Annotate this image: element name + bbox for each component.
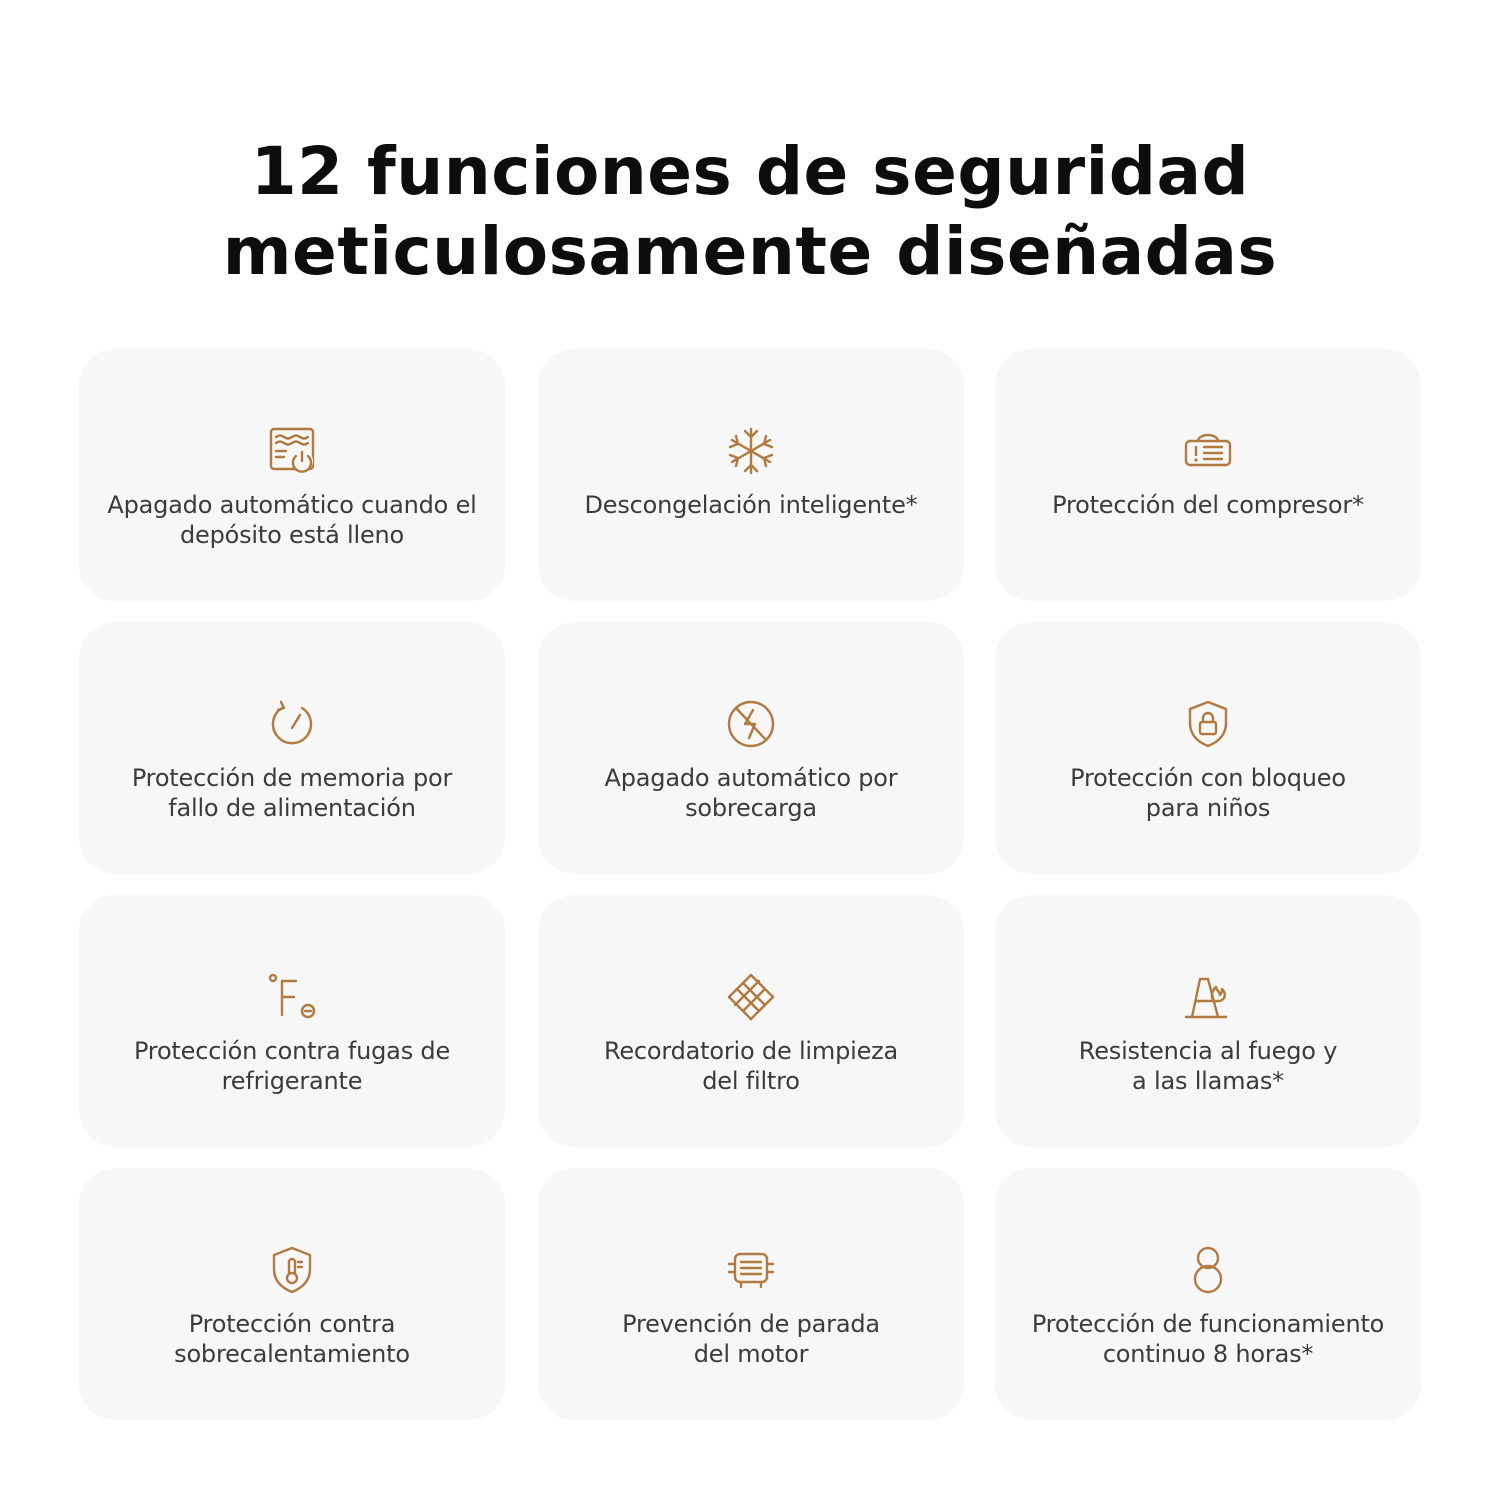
refrigerant-icon bbox=[266, 971, 318, 1023]
eight-hours-icon bbox=[1182, 1244, 1234, 1296]
feature-label: Apagado automático por sobrecarga bbox=[604, 764, 898, 822]
overload-icon bbox=[725, 698, 777, 750]
feature-label: Protección contra fugas de refrigerante bbox=[133, 1037, 451, 1095]
feature-card-filter bbox=[538, 895, 964, 1147]
feature-label: Resistencia al fuego y a las llamas* bbox=[1078, 1037, 1338, 1095]
feature-card-child-lock bbox=[995, 622, 1421, 874]
flame-resistance-icon bbox=[1182, 971, 1234, 1023]
feature-card-motor bbox=[538, 1168, 964, 1420]
feature-label: Protección del compresor* bbox=[1052, 491, 1364, 519]
feature-card-8-hours bbox=[995, 1168, 1421, 1420]
feature-label: Protección de funcionamiento continuo 8 horas* bbox=[1031, 1310, 1385, 1368]
power-memory-icon bbox=[266, 698, 318, 750]
feature-card-overheat bbox=[79, 1168, 505, 1420]
feature-card-overload bbox=[538, 622, 964, 874]
feature-card-tank-full bbox=[79, 349, 505, 601]
filter-grid-icon bbox=[725, 971, 777, 1023]
tank-full-power-icon bbox=[266, 425, 318, 477]
title-line-1: 12 funciones de seguridad bbox=[250, 133, 1250, 210]
feature-card-defrost bbox=[538, 349, 964, 601]
feature-label: Recordatorio de limpieza del filtro bbox=[603, 1037, 899, 1095]
compressor-alert-icon bbox=[1182, 425, 1234, 477]
feature-card-refrigerant bbox=[79, 895, 505, 1147]
feature-card-compressor bbox=[995, 349, 1421, 601]
shield-lock-icon bbox=[1182, 698, 1234, 750]
snowflake-icon bbox=[725, 425, 777, 477]
feature-label: Descongelación inteligente* bbox=[584, 491, 918, 519]
motor-icon bbox=[725, 1244, 777, 1296]
feature-card-fire bbox=[995, 895, 1421, 1147]
feature-card-power-memory bbox=[79, 622, 505, 874]
page-title bbox=[0, 132, 1500, 292]
shield-thermometer-icon bbox=[266, 1244, 318, 1296]
feature-label: Prevención de parada del motor bbox=[622, 1310, 880, 1368]
feature-label: Apagado automático cuando el depósito está lleno bbox=[107, 491, 477, 549]
feature-label: Protección contra sobrecalentamiento bbox=[174, 1310, 410, 1368]
title-line-2: meticulosamente diseñadas bbox=[222, 213, 1278, 290]
feature-label: Protección de memoria por fallo de alimentación bbox=[131, 764, 453, 822]
feature-label: Protección con bloqueo para niños bbox=[1070, 764, 1346, 822]
